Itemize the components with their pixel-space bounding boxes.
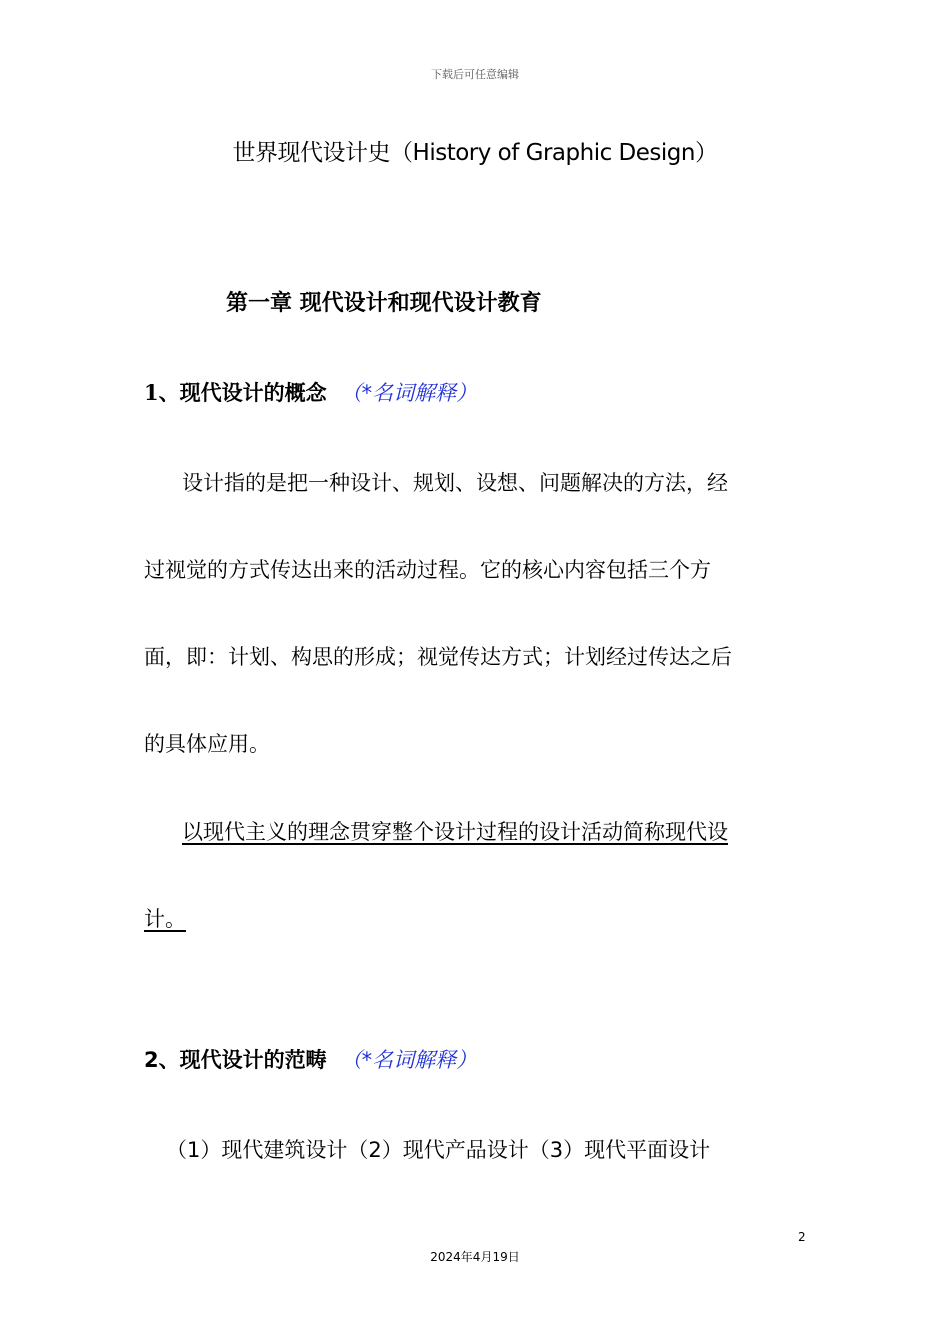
document-title: 世界现代设计史（History of Graphic Design）	[232, 140, 718, 166]
section-2-term-tag: （*名词解释）	[340, 1048, 478, 1072]
header-note: 下载后可任意编辑	[431, 68, 519, 81]
section-1-heading	[144, 377, 477, 407]
page-number: 2	[798, 1230, 806, 1244]
chapter-title: 第一章 现代设计和现代设计教育	[226, 291, 542, 316]
paragraph-line: 过视觉的方式传达出来的活动过程。它的核心内容包括三个方	[144, 558, 711, 582]
section-1-term-tag: （*名词解释）	[340, 381, 478, 405]
section-2-title: 2、现代设计的范畴	[144, 1048, 327, 1072]
category-list-line: （1）现代建筑设计（2）现代产品设计（3）现代平面设计	[166, 1138, 711, 1162]
paragraph-line: 面，即：计划、构思的形成；视觉传达方式；计划经过传达之后	[144, 645, 732, 669]
definition-line: 计。	[144, 907, 186, 931]
section-1-title: 、现代设计的概念	[158, 381, 327, 405]
section-2-heading	[144, 1044, 477, 1074]
footer-date: 2024年4月19日	[430, 1250, 520, 1264]
section-1-number: 1	[144, 380, 159, 405]
paragraph-line: 的具体应用。	[144, 732, 270, 756]
definition-line: 以现代主义的理念贯穿整个设计过程的设计活动简称现代设	[182, 820, 728, 844]
paragraph-line: 设计指的是把一种设计、规划、设想、问题解决的方法，经	[182, 471, 728, 495]
